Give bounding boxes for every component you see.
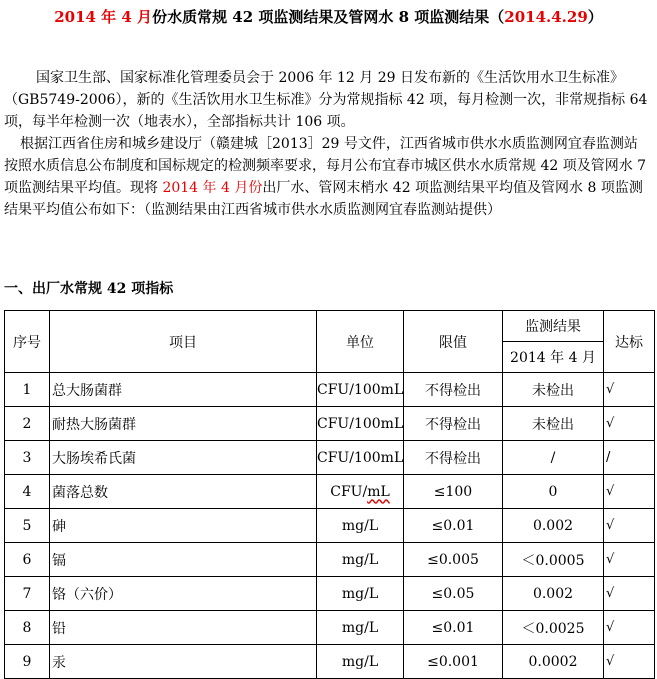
cell-item: 砷 [50, 509, 317, 543]
title-main: 份水质常规 42 项监测结果及管网水 8 项监测结果（ [152, 8, 505, 26]
cell-result: ＜0.0005 [503, 543, 604, 577]
cell-item: 大肠埃希氏菌 [50, 441, 317, 475]
results-table [4, 310, 655, 679]
cell-unit-part-a: CFU/ [330, 483, 368, 500]
table-row [5, 543, 655, 577]
cell-pass: √ [604, 645, 655, 679]
intro-p2-month: 2014 年 4 月份 [162, 180, 263, 196]
intro-p2-text-b: 出厂水、管网末梢水 42 项监测结果平均值及管网水 8 项监测结果平均值公布如下：（监测结果由江西省城市供水水质监测网宜春监测站提供） [4, 180, 643, 218]
cell-pass: √ [604, 577, 655, 611]
cell-result: 0 [503, 475, 604, 509]
cell-result: 0.002 [503, 577, 604, 611]
cell-seq: 2 [5, 407, 50, 441]
cell-limit: ≤0.001 [404, 645, 503, 679]
cell-seq: 7 [5, 577, 50, 611]
title-close: ） [587, 8, 603, 26]
cell-limit: 不得检出 [404, 407, 503, 441]
header-result-month: 2014 年 4 月 [503, 342, 604, 373]
cell-pass: √ [604, 407, 655, 441]
cell-limit: ≤0.05 [404, 577, 503, 611]
cell-seq: 1 [5, 373, 50, 407]
cell-seq: 8 [5, 611, 50, 645]
cell-limit: ≤0.01 [404, 509, 503, 543]
cell-pass: √ [604, 475, 655, 509]
cell-item: 耐热大肠菌群 [50, 407, 317, 441]
page-title [0, 6, 657, 27]
cell-unit-part-b: mL [367, 483, 390, 500]
cell-pass: √ [604, 611, 655, 645]
cell-result: 0.0002 [503, 645, 604, 679]
header-item: 项目 [50, 311, 317, 373]
header-limit: 限值 [404, 311, 503, 373]
section-title: 一、出厂水常规 42 项指标 [4, 281, 174, 297]
intro-paragraph-2 [4, 133, 649, 221]
cell-seq: 4 [5, 475, 50, 509]
table-header-row-1 [5, 311, 655, 342]
title-date: 2014 年 4 月 [54, 8, 153, 26]
cell-unit: CFU/100mL [317, 407, 404, 441]
cell-item: 铬（六价） [50, 577, 317, 611]
cell-limit: 不得检出 [404, 373, 503, 407]
table-row [5, 509, 655, 543]
cell-pass: √ [604, 373, 655, 407]
table-row [5, 645, 655, 679]
intro-paragraph-1: 国家卫生部、国家标准化管理委员会于 2006 年 12 月 29 日发布新的《生活饮用水卫生标准》（GB5749-2006），新的《生活饮用水卫生标准》分为常规指标 42 项，每月检测一次，非常规指标 64 项，每半年检测一次（地表水），全部指标共计 106 项。 [4, 70, 648, 130]
cell-unit: CFU/100mL [317, 441, 404, 475]
table-row [5, 407, 655, 441]
cell-seq: 5 [5, 509, 50, 543]
cell-result: / [503, 441, 604, 475]
cell-seq: 6 [5, 543, 50, 577]
table-row [5, 577, 655, 611]
header-unit: 单位 [317, 311, 404, 373]
header-result: 监测结果 [503, 311, 604, 342]
title-publish-date: 2014.4.29 [504, 8, 588, 26]
cell-item: 汞 [50, 645, 317, 679]
cell-result: ＜0.0025 [503, 611, 604, 645]
cell-seq: 3 [5, 441, 50, 475]
cell-seq: 9 [5, 645, 50, 679]
cell-pass: √ [604, 509, 655, 543]
cell-limit: ≤0.005 [404, 543, 503, 577]
cell-unit: CFU/100mL [317, 373, 404, 407]
table-row [5, 441, 655, 475]
table-row [5, 373, 655, 407]
header-pass: 达标 [604, 311, 655, 373]
intro-p2-text-a: 根据江西省住房和城乡建设厅（赣建城［2013］29 号文件，江西省城市供水水质监测网宜春监测站按照水质信息公布制度和国标规定的检测频率要求，每月公布宜春市城区供水水质常规 42 项及管网水 7 项监测结果平均值。现将 [4, 136, 647, 196]
cell-unit: mg/L [317, 645, 404, 679]
cell-pass: √ [604, 543, 655, 577]
cell-unit: mg/L [317, 577, 404, 611]
cell-unit [317, 475, 404, 509]
cell-item: 总大肠菌群 [50, 373, 317, 407]
cell-limit: 不得检出 [404, 441, 503, 475]
cell-limit: ≤100 [404, 475, 503, 509]
cell-result: 未检出 [503, 373, 604, 407]
cell-item: 铅 [50, 611, 317, 645]
cell-limit: ≤0.01 [404, 611, 503, 645]
cell-unit: mg/L [317, 509, 404, 543]
table-row [5, 475, 655, 509]
cell-pass: / [604, 441, 655, 475]
cell-result: 未检出 [503, 407, 604, 441]
cell-item: 镉 [50, 543, 317, 577]
header-seq: 序号 [5, 311, 50, 373]
cell-item: 菌落总数 [50, 475, 317, 509]
cell-unit: mg/L [317, 543, 404, 577]
cell-result: 0.002 [503, 509, 604, 543]
table-row [5, 611, 655, 645]
cell-unit: mg/L [317, 611, 404, 645]
